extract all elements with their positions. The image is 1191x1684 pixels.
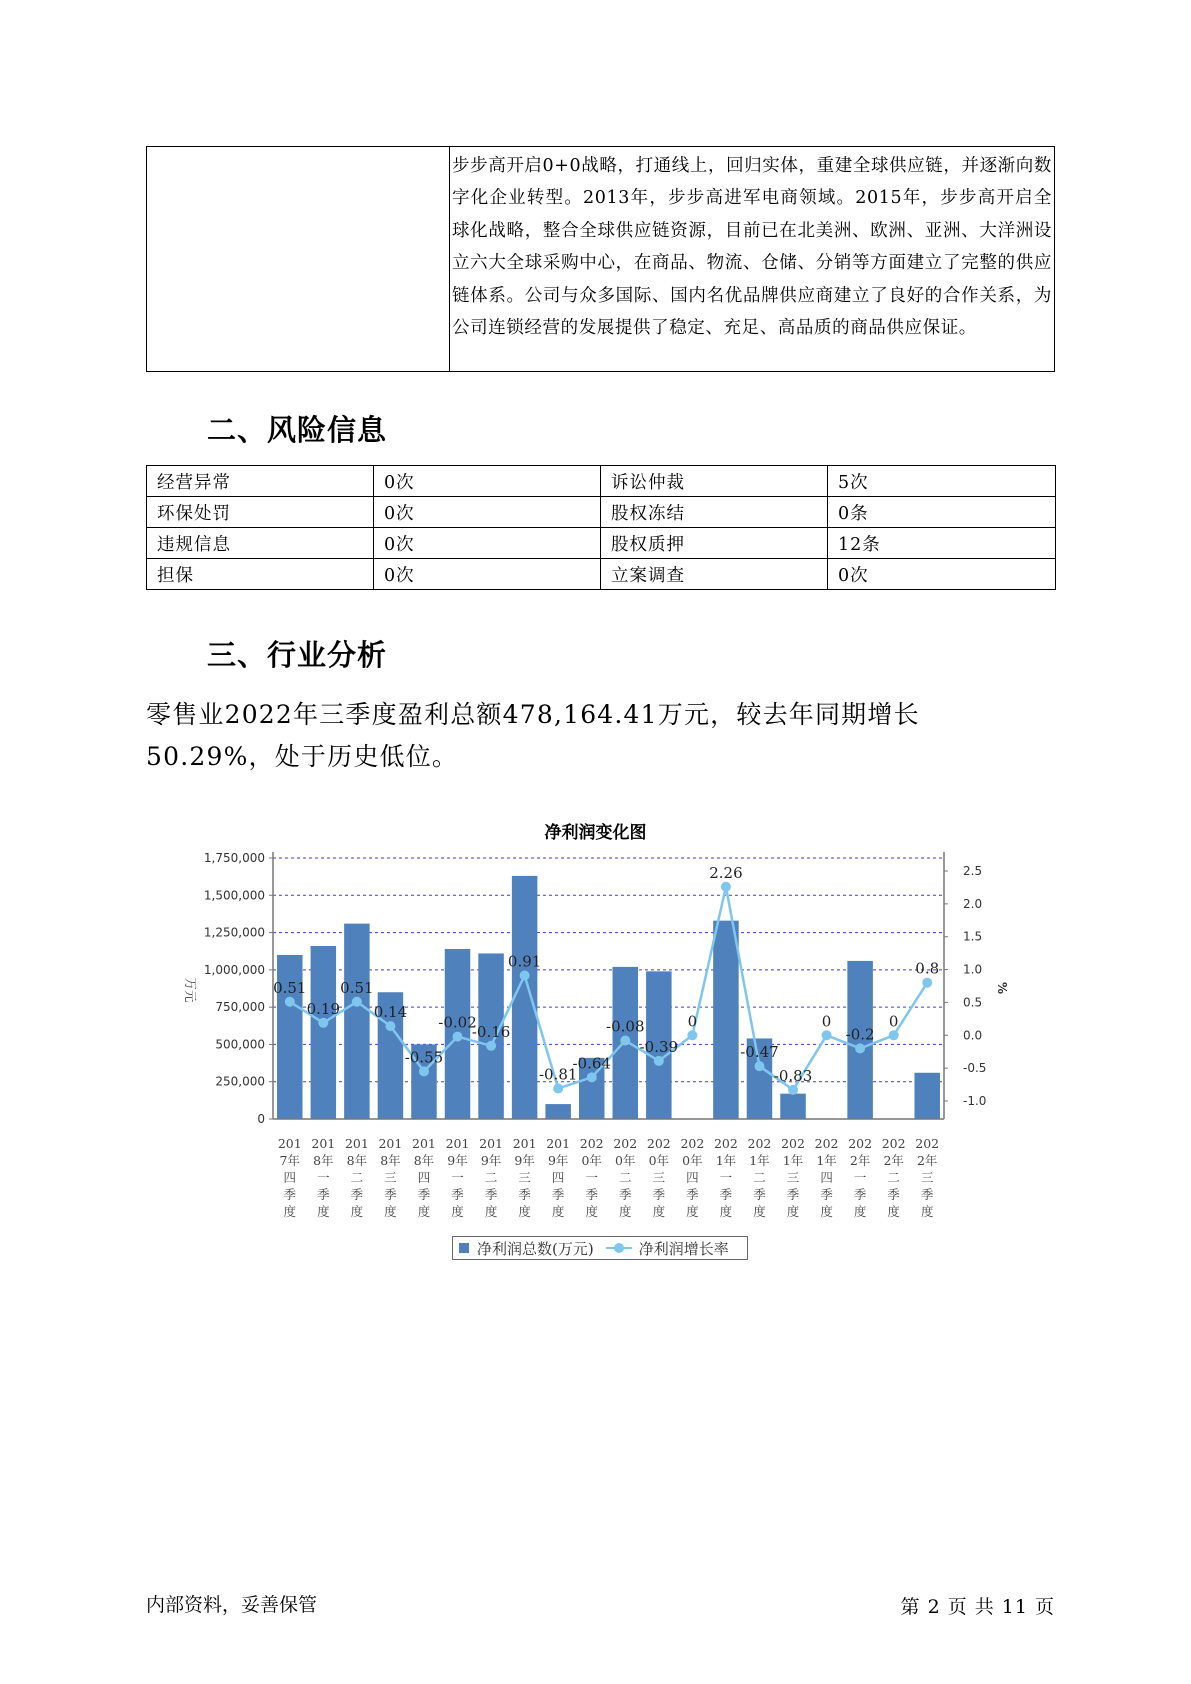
- y-tick-label: 500,000: [215, 1037, 265, 1052]
- x-category-label: 202 0年一季度: [579, 1136, 604, 1219]
- x-category-label: 202 2年一季度: [848, 1136, 873, 1219]
- chart-y-ticks: [204, 851, 273, 1126]
- chart-axes: [273, 852, 944, 1119]
- risk-label: 经营异常: [147, 466, 374, 497]
- risk-label: 担保: [147, 559, 374, 590]
- risk-value: 0次: [374, 559, 601, 590]
- risk-label: 股权质押: [601, 528, 828, 559]
- risk-label: 股权冻结: [601, 497, 828, 528]
- growth-point: [587, 1072, 597, 1082]
- risk-value: 0次: [828, 559, 1056, 590]
- y-tick-label: 250,000: [215, 1074, 265, 1089]
- growth-point: [822, 1030, 832, 1040]
- growth-data-label: 0: [821, 1012, 832, 1031]
- y2-tick-label: 1.5: [963, 929, 983, 944]
- growth-data-label: 0.51: [340, 978, 374, 997]
- bar: [512, 876, 537, 1119]
- x-category-label: 201 9年一季度: [445, 1136, 470, 1219]
- footer-note: 内部资料，妥善保管: [146, 1594, 318, 1616]
- growth-data-label: 0.14: [373, 1003, 408, 1022]
- growth-data-label: 0.91: [507, 952, 542, 971]
- x-category-label: 201 8年二季度: [344, 1136, 369, 1219]
- y2-tick-label: 0.5: [963, 995, 983, 1010]
- x-category-label: 201 9年四季度: [546, 1136, 571, 1219]
- risk-value: 12条: [828, 528, 1056, 559]
- x-category-label: 202 1年三季度: [781, 1136, 805, 1219]
- growth-point: [285, 997, 295, 1007]
- growth-data-label: 0.8: [915, 959, 940, 978]
- y-tick-label: 1,000,000: [203, 962, 265, 977]
- growth-data-label: 0.19: [306, 999, 341, 1018]
- bar: [780, 1094, 805, 1119]
- x-category-label: 201 8年一季度: [311, 1136, 336, 1219]
- growth-point: [620, 1036, 630, 1046]
- x-category-label: 202 0年四季度: [680, 1136, 705, 1219]
- legend-line-swatch: [606, 1243, 632, 1253]
- risk-label: 诉讼仲裁: [601, 466, 828, 497]
- growth-point: [352, 997, 362, 1007]
- growth-data-label: 0: [888, 1012, 899, 1031]
- risk-label: 立案调查: [601, 559, 828, 590]
- industry-paragraph: 零售业2022年三季度盈利总额478,164.41万元，较去年同期增长50.29%，处于历史低位。: [146, 700, 920, 771]
- chart-x-categories: [278, 1136, 939, 1219]
- growth-point: [922, 978, 932, 988]
- chart-data-labels: [273, 864, 939, 1085]
- growth-data-label: -0.39: [639, 1037, 679, 1056]
- y-tick-label: 1,500,000: [203, 888, 265, 903]
- risk-value: 5次: [828, 466, 1056, 497]
- growth-point: [486, 1041, 496, 1051]
- growth-data-label: 0.51: [273, 978, 307, 997]
- growth-data-label: -0.81: [538, 1065, 578, 1084]
- y-tick-label: 0: [257, 1112, 265, 1126]
- growth-point: [721, 882, 731, 892]
- growth-point: [385, 1021, 395, 1031]
- legend-line-label: 净利润增长率: [638, 1239, 729, 1258]
- chart-title: 净利润变化图: [544, 823, 647, 843]
- x-category-label: 202 1年四季度: [814, 1136, 839, 1219]
- growth-data-label: -0.64: [572, 1054, 611, 1073]
- risk-value: 0条: [828, 497, 1056, 528]
- growth-point: [889, 1030, 899, 1040]
- growth-data-label: -0.02: [438, 1013, 477, 1032]
- growth-point: [520, 970, 530, 980]
- y2-tick-label: 0.0: [963, 1028, 983, 1043]
- growth-point: [453, 1032, 463, 1042]
- chart-gridlines: [273, 858, 944, 1082]
- growth-point: [788, 1085, 798, 1095]
- y2-tick-label: -1.0: [963, 1094, 987, 1108]
- growth-point: [754, 1061, 764, 1071]
- risk-label: 环保处罚: [147, 497, 374, 528]
- growth-data-label: -0.47: [740, 1043, 779, 1062]
- growth-data-label: -0.55: [404, 1048, 444, 1067]
- x-category-label: 201 9年三季度: [512, 1136, 537, 1219]
- growth-data-label: -0.16: [471, 1022, 511, 1041]
- chart-y2-axis-label: %: [995, 981, 1009, 995]
- section-title-risk: 二、风险信息: [207, 413, 388, 447]
- y2-tick-label: 2.0: [963, 896, 983, 911]
- chart-legend: [452, 1236, 748, 1260]
- y2-tick-label: 1.0: [963, 962, 983, 977]
- risk-label: 违规信息: [147, 528, 374, 559]
- growth-point: [687, 1030, 697, 1040]
- growth-point: [654, 1056, 664, 1066]
- growth-data-label: 2.26: [709, 863, 743, 882]
- chart-y-axis-label: 万元: [183, 977, 198, 1003]
- x-category-label: 202 2年三季度: [915, 1136, 940, 1219]
- y-tick-label: 750,000: [215, 1000, 265, 1015]
- legend-bar-swatch: [459, 1243, 469, 1253]
- intro-text: 步步高开启0+0战略，打通线上，回归实体，重建全球供应链，并逐渐向数字化企业转型。2013年，步步高进军电商领域。2015年，步步高开启全球化战略，整合全球供应链资源，目前已在北美洲、欧洲、亚洲、大洋洲设立六大全球采购中心，在商品、物流、仓储、分销等方面建立了完整的供应链体系。公司与众多国际、国内名优品牌供应商建立了良好的合作关系，为公司连锁经营的发展提供了稳定、充足、高品质的商品供应保证。: [452, 156, 1052, 339]
- growth-point: [553, 1084, 563, 1094]
- x-category-label: 201 8年四季度: [412, 1136, 436, 1219]
- growth-data-label: -0.08: [606, 1017, 645, 1036]
- x-category-label: 202 0年三季度: [646, 1136, 671, 1219]
- bar: [713, 921, 738, 1119]
- section-title-industry: 三、行业分析: [207, 638, 388, 672]
- x-category-label: 202 2年二季度: [881, 1136, 906, 1219]
- x-category-label: 202 0年二季度: [613, 1136, 638, 1219]
- risk-value: 0次: [374, 528, 601, 559]
- x-category-label: 201 7年四季度: [277, 1136, 302, 1219]
- y-tick-label: 1,750,000: [203, 851, 265, 865]
- bar: [914, 1073, 939, 1119]
- chart-y2-ticks: [944, 864, 986, 1108]
- page-number: 第 2 页 共 11 页: [900, 1596, 1055, 1618]
- y2-tick-label: -0.5: [963, 1061, 987, 1076]
- x-category-label: 202 1年一季度: [713, 1136, 738, 1219]
- growth-point: [855, 1043, 865, 1053]
- bar: [344, 924, 369, 1119]
- bar: [311, 946, 336, 1119]
- growth-data-label: -0.2: [845, 1025, 875, 1044]
- growth-point: [419, 1066, 429, 1076]
- bar: [545, 1104, 570, 1119]
- legend-bar-label: 净利润总数(万元): [477, 1239, 594, 1258]
- growth-data-label: -0.83: [773, 1066, 813, 1085]
- x-category-label: 201 8年三季度: [378, 1136, 403, 1219]
- growth-data-label: 0: [687, 1012, 698, 1031]
- chart-bars: [277, 876, 940, 1119]
- growth-point: [318, 1018, 328, 1028]
- x-category-label: 202 1年二季度: [747, 1136, 772, 1219]
- risk-value: 0次: [374, 466, 601, 497]
- y-tick-label: 1,250,000: [203, 925, 265, 940]
- x-category-label: 201 9年二季度: [479, 1136, 504, 1219]
- risk-value: 0次: [374, 497, 601, 528]
- y2-tick-label: 2.5: [963, 864, 983, 878]
